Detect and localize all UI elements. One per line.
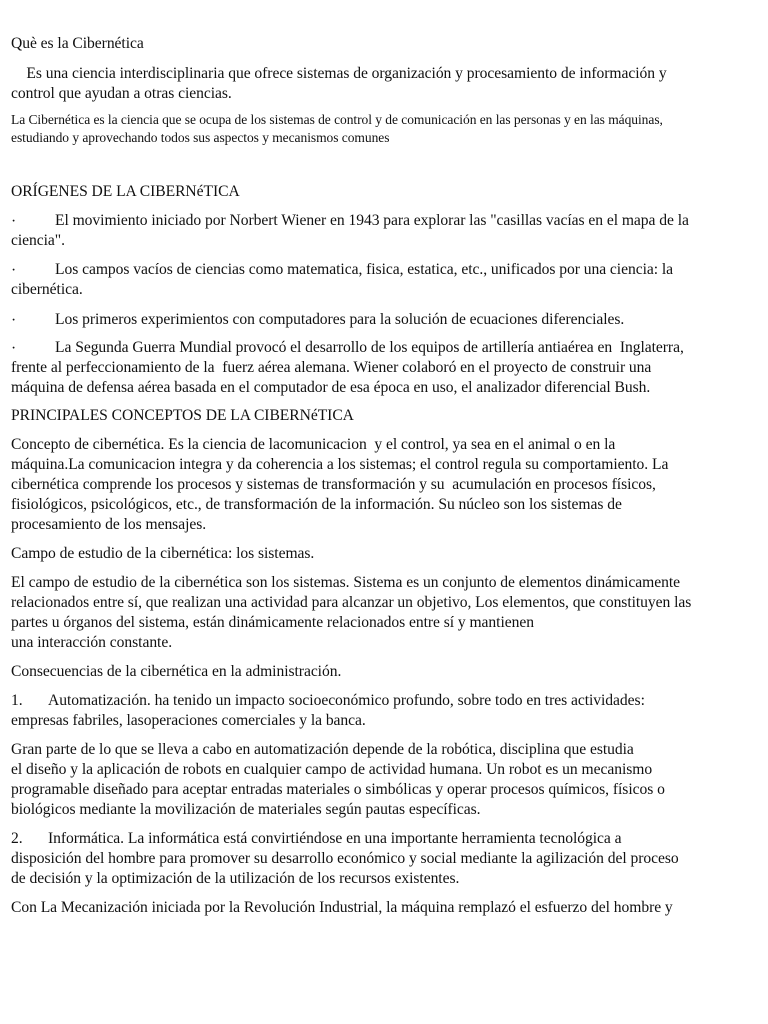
concept-paragraph-line: máquina.La comunicacion integra y da coherencia a los sistemas; el control regula su comportamiento. La xyxy=(11,456,669,473)
intro-line: Es una ciencia interdisciplinaria que ofrece sistemas de organización y procesamiento de información y xyxy=(11,65,667,82)
automation-line: Automatización. ha tenido un impacto socioeconómico profundo, sobre todo en tres actividades: xyxy=(48,692,645,709)
concept-paragraph-line: fisiológicos, psicológicos, etc., de transformación de la información. Su núcleo son los sistemas de xyxy=(11,496,622,513)
origins-item: máquina de defensa aérea basada en el computador de esa época en uso, el analizador diferencial Bush. xyxy=(11,379,651,396)
origins-heading: ORÍGENES DE LA CIBERNéTICA xyxy=(11,183,240,200)
field-title: Campo de estudio de la cibernética: los sistemas. xyxy=(11,545,315,562)
list-number: 1. xyxy=(11,692,23,709)
bullet-icon: · xyxy=(11,213,17,230)
origins-item: Los primeros experimientos con computadores para la solución de ecuaciones diferenciales. xyxy=(55,311,625,328)
informatics-line: Informática. La informática está convirtiéndose en una importante herramienta tecnológica a xyxy=(48,830,622,847)
origins-item: La Segunda Guerra Mundial provocó el desarrollo de los equipos de artillería antiaérea en Inglaterra, xyxy=(55,339,684,356)
field-paragraph-line: relacionados entre sí, que realizan una actividad para alcanzar un objetivo, Los elementos, que constituyen las xyxy=(11,594,692,611)
concept-paragraph-line: procesamiento de los mensajes. xyxy=(11,516,207,533)
field-paragraph-line: una interacción constante. xyxy=(11,634,173,651)
bullet-icon: · xyxy=(11,340,17,357)
concepts-heading: PRINCIPALES CONCEPTOS DE LA CIBERNéTICA xyxy=(11,407,354,424)
page-title: Què es la Cibernética xyxy=(11,35,144,52)
origins-item: frente al perfeccionamiento de la fuerz aérea alemana. Wiener colaboró en el proyecto de construir una xyxy=(11,359,652,376)
robotics-paragraph-line: el diseño y la aplicación de robots en cualquier campo de actividad humana. Un robot es un mecanismo xyxy=(11,761,653,778)
bullet-icon: · xyxy=(11,262,17,279)
informatics-line: disposición del hombre para promover su desarrollo económico y social mediante la agilización del proceso xyxy=(11,850,679,867)
origins-item: ciencia". xyxy=(11,232,65,249)
bullet-icon: · xyxy=(11,312,17,329)
informatics-line: de decisión y la optimización de la utilización de los recursos existentes. xyxy=(11,870,460,887)
concept-paragraph-line: Concepto de cibernética. Es la ciencia de lacomunicacion y el control, ya sea en el animal o en la xyxy=(11,436,616,453)
concept-paragraph-line: cibernética comprende los procesos y sistemas de transformación y su acumulación en procesos físicos, xyxy=(11,476,656,493)
origins-item: Los campos vacíos de ciencias como matematica, fisica, estatica, etc., unificados por una ciencia: la xyxy=(55,261,674,278)
mechanization-line: Con La Mecanización iniciada por la Revolución Industrial, la máquina remplazó el esfuerzo del hombre y xyxy=(11,899,673,916)
robotics-paragraph-line: programable diseñado para aceptar entradas materiales o simbólicas y operar procesos químicos, físicos o xyxy=(11,781,665,798)
field-paragraph-line: El campo de estudio de la cibernética son los sistemas. Sistema es un conjunto de elementos dinámicamente xyxy=(11,574,680,591)
robotics-paragraph-line: biológicos mediante la movilización de materiales según pautas específicas. xyxy=(11,801,481,818)
robotics-paragraph-line: Gran parte de lo que se lleva a cabo en automatización depende de la robótica, disciplina que estudia xyxy=(11,741,634,758)
consequences-title: Consecuencias de la cibernética en la administración. xyxy=(11,663,342,680)
definition-line: La Cibernética es la ciencia que se ocupa de los sistemas de control y de comunicación en las personas y en las máquinas, xyxy=(11,112,663,127)
automation-line: empresas fabriles, lasoperaciones comerciales y la banca. xyxy=(11,712,366,729)
definition-line: estudiando y aprovechando todos sus aspectos y mecanismos comunes xyxy=(11,130,390,145)
origins-item: El movimiento iniciado por Norbert Wiener en 1943 para explorar las "casillas vacías en el mapa de la xyxy=(55,212,689,229)
origins-item: cibernética. xyxy=(11,281,83,298)
field-paragraph-line: partes u órganos del sistema, están dinámicamente relacionados entre sí y mantienen xyxy=(11,614,534,631)
list-number: 2. xyxy=(11,830,23,847)
intro-line: control que ayudan a otras ciencias. xyxy=(11,85,232,102)
